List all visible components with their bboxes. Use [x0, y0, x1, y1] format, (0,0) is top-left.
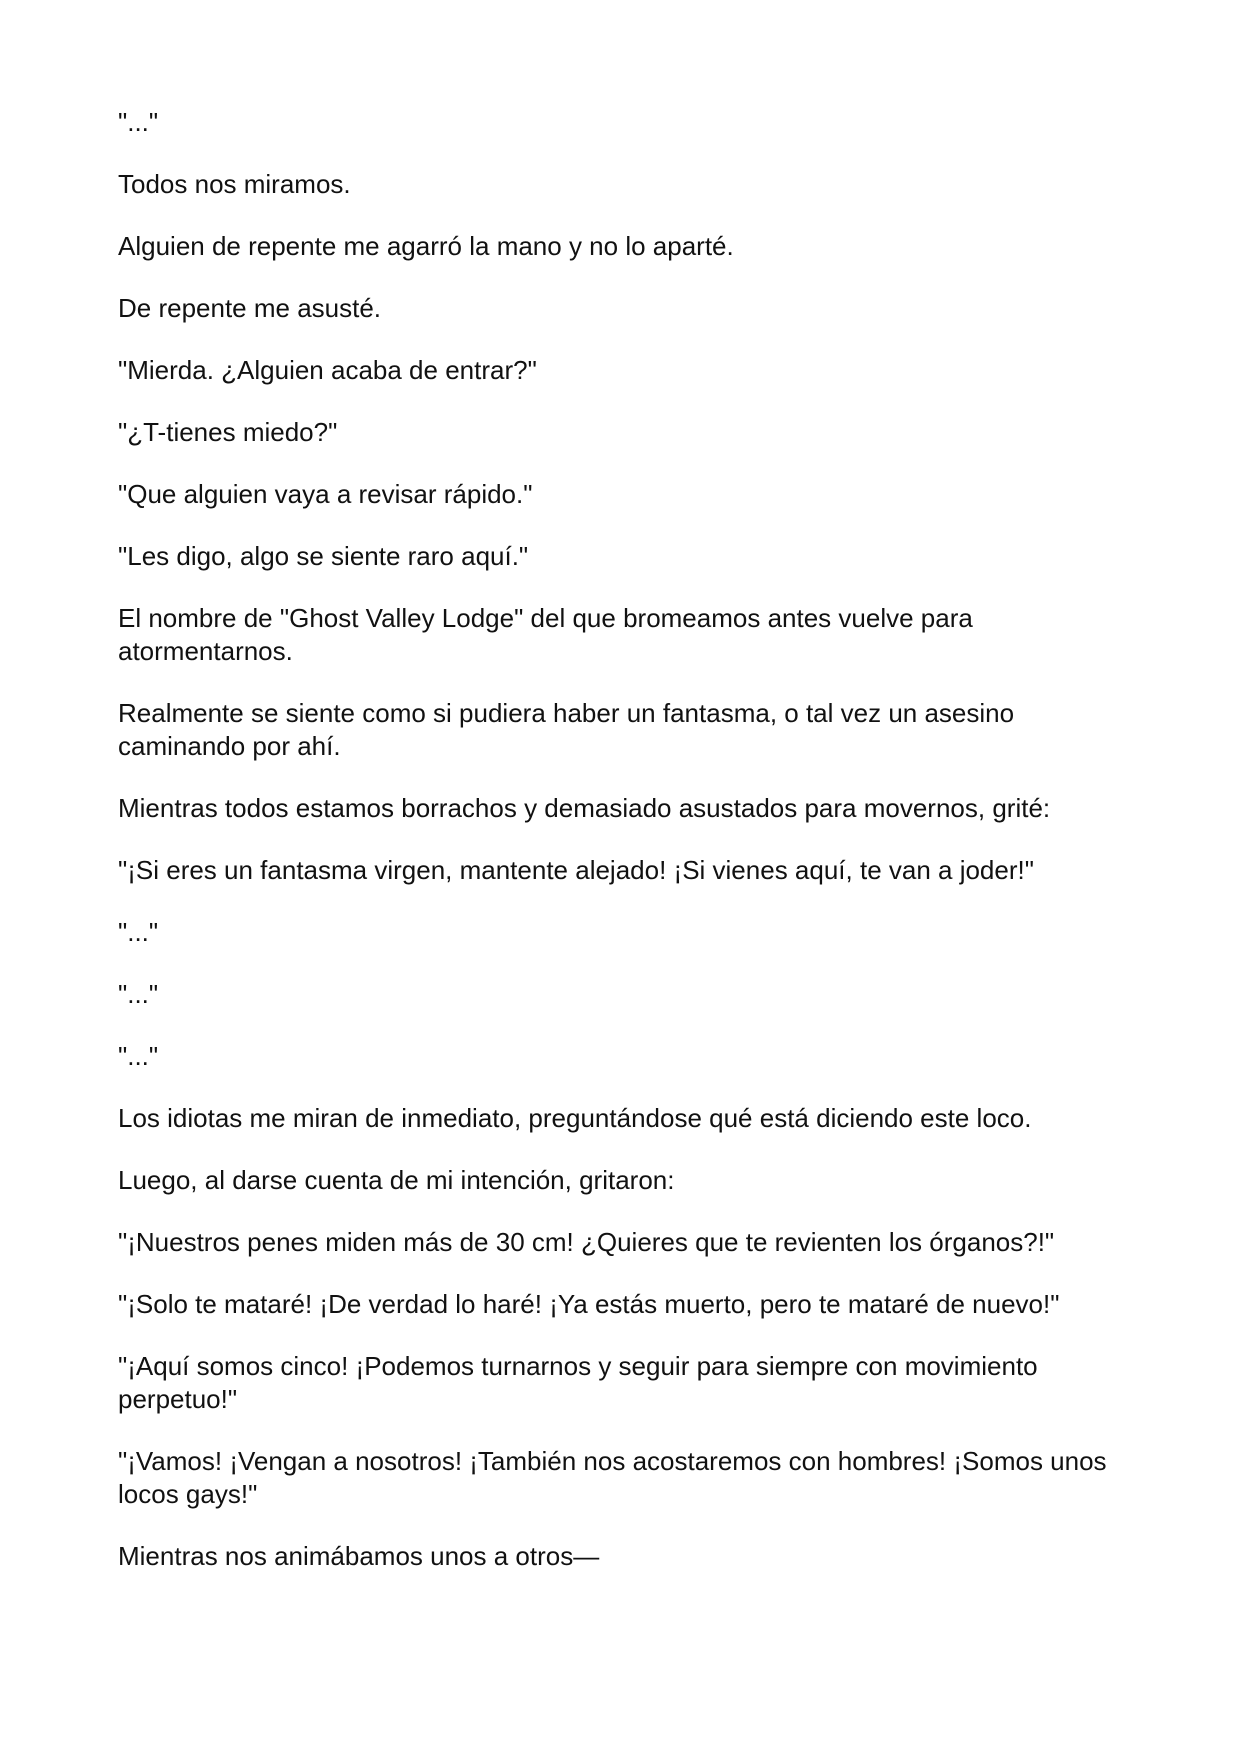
document-body — [118, 106, 1128, 1602]
paragraph: El nombre de "Ghost Valley Lodge" del que bromeamos antes vuelve para atormentarnos. — [118, 603, 973, 666]
paragraph: "..." — [118, 917, 159, 947]
paragraph: "¡Solo te mataré! ¡De verdad lo haré! ¡Ya estás muerto, pero te mataré de nuevo!" — [118, 1289, 1060, 1319]
paragraph: Alguien de repente me agarró la mano y no lo aparté. — [118, 231, 734, 261]
paragraph: "¡Aquí somos cinco! ¡Podemos turnarnos y seguir para siempre con movimiento perpetuo!" — [118, 1351, 1038, 1414]
paragraph: "¡Vamos! ¡Vengan a nosotros! ¡También nos acostaremos con hombres! ¡Somos unos locos gays!" — [118, 1446, 1107, 1509]
paragraph: "¿T-tienes miedo?" — [118, 417, 338, 447]
paragraph: "..." — [118, 1041, 159, 1071]
paragraph: "¡Nuestros penes miden más de 30 cm! ¿Quieres que te revienten los órganos?!" — [118, 1227, 1055, 1257]
paragraph: Luego, al darse cuenta de mi intención, gritaron: — [118, 1165, 675, 1195]
paragraph: "¡Si eres un fantasma virgen, mantente alejado! ¡Si vienes aquí, te van a joder!" — [118, 855, 1034, 885]
paragraph: Mientras todos estamos borrachos y demasiado asustados para movernos, grité: — [118, 793, 1051, 823]
paragraph: Realmente se siente como si pudiera haber un fantasma, o tal vez un asesino caminando por ahí. — [118, 698, 1015, 761]
paragraph: "Que alguien vaya a revisar rápido." — [118, 479, 533, 509]
paragraph: "..." — [118, 979, 159, 1009]
paragraph: Mientras nos animábamos unos a otros— — [118, 1541, 600, 1571]
paragraph: "Les digo, algo se siente raro aquí." — [118, 541, 529, 571]
paragraph: Los idiotas me miran de inmediato, preguntándose qué está diciendo este loco. — [118, 1103, 1032, 1133]
paragraph: "Mierda. ¿Alguien acaba de entrar?" — [118, 355, 537, 385]
paragraph: De repente me asusté. — [118, 293, 382, 323]
paragraph: "..." — [118, 107, 159, 137]
paragraph: Todos nos miramos. — [118, 169, 351, 199]
